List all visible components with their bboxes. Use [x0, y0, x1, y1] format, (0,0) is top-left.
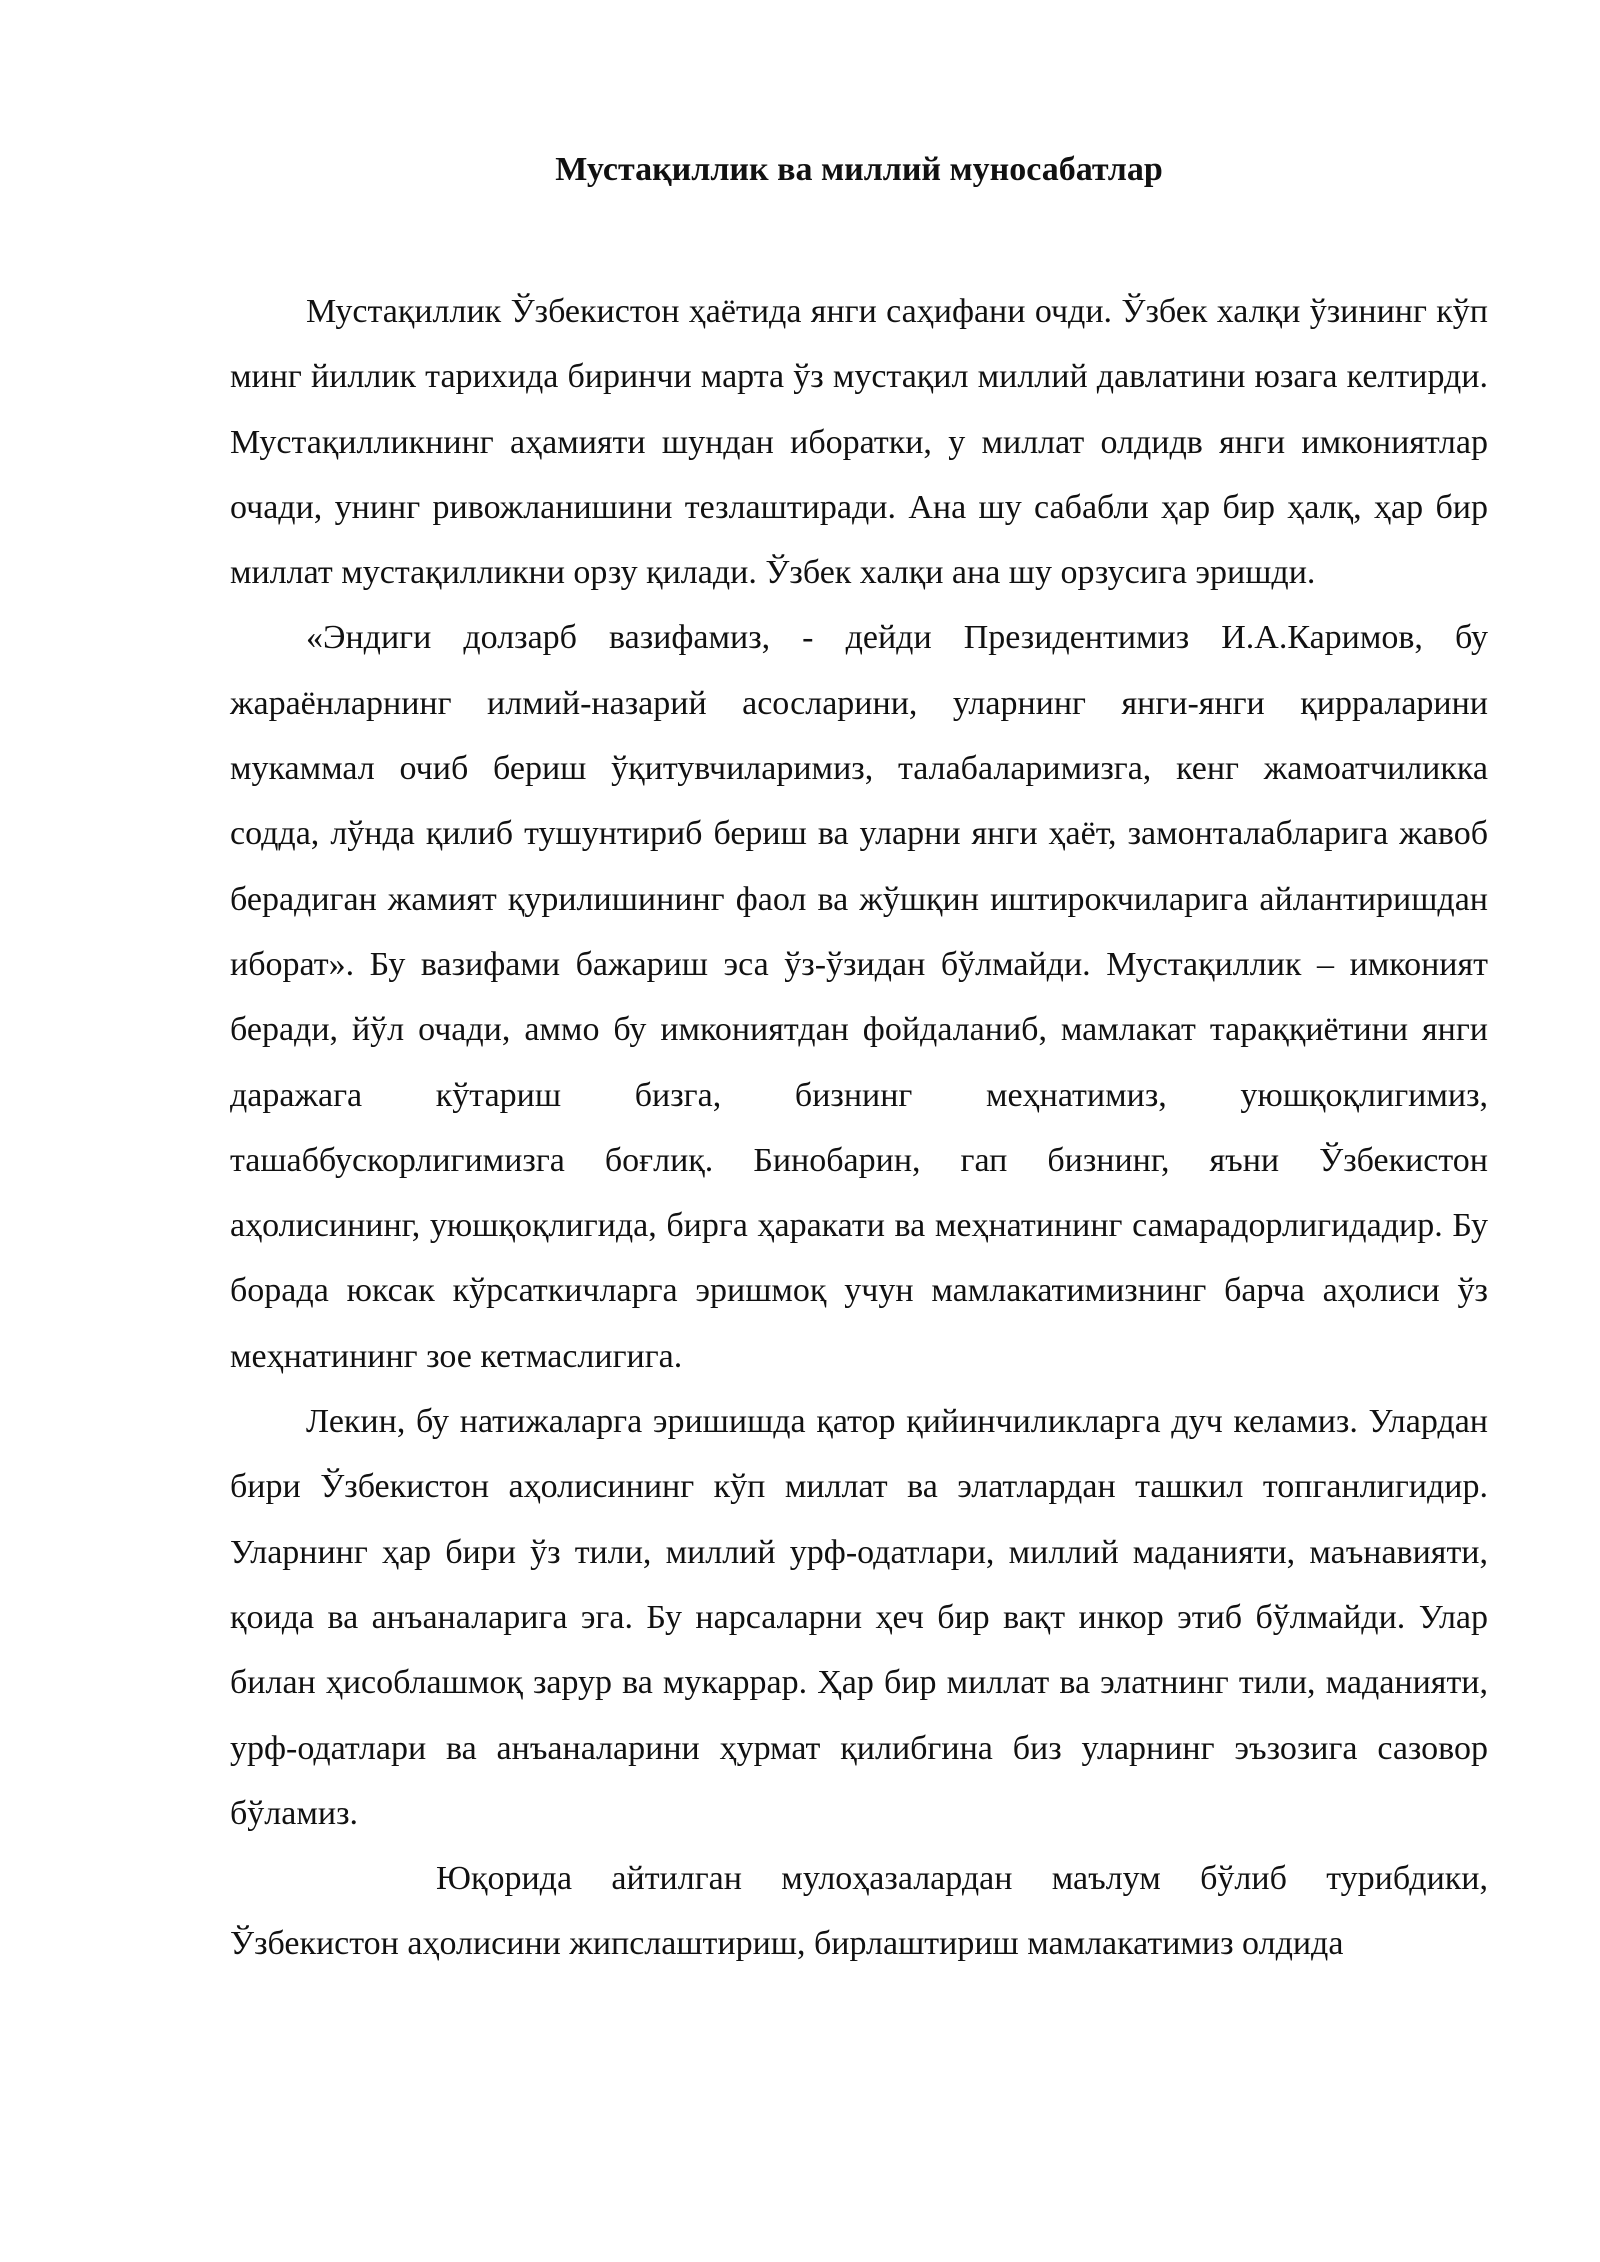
document-body	[230, 279, 1488, 1977]
paragraph-president-quote: «Эндиги долзарб вазифамиз, - дейди Президентимиз И.А.Каримов, бу жараёнларнинг илмий-назарий асосларини, уларнинг янги-янги қирраларини мукаммал очиб бериш ўқитувчиларимиз, талабаларимизга, кенг жамоатчиликка содда, лўнда қилиб тушунтириб бериш ва уларни янги ҳаёт, замонталабларига жавоб берадиган жамият қурилишининг фаол ва жўшқин иштирокчиларига айлантиришдан иборат». Бу вазифами бажариш эса ўз-ўзидан бўлмайди. Мустақиллик – имконият беради, йўл очади, аммо бу имкониятдан фойдаланиб, мамлакат тараққиётини янги даражага кўтариш бизга, бизнинг меҳнатимиз, уюшқоқлигимиз, ташаббускорлигимизга боғлиқ. Бинобарин, гап бизнинг, яъни Ўзбекистон аҳолисининг, уюшқоқлигида, бирга ҳаракати ва меҳнатининг самарадорлигидадир. Бу борада юксак кўрсаткичларга эришмоқ учун мамлакатимизнинг барча аҳолиси ўз меҳнатининг зое кетмаслигига.	[230, 619, 1488, 1375]
paragraph-difficulties: Лекин, бу натижаларга эришишда қатор қийинчиликларга дуч келамиз. Улардан бири Ўзбекистон аҳолисининг кўп миллат ва элатлардан ташкил топганлигидир. Уларнинг ҳар бири ўз тили, миллий урф-одатлари, миллий маданияти, маънавияти, қоида ва анъаналарига эга. Бу нарсаларни ҳеч бир вақт инкор этиб бўлмайди. Улар билан ҳисоблашмоқ зарур ва мукаррар. Ҳар бир миллат ва элатнинг тили, маданияти, урф-одатлари ва анъаналарини ҳурмат қилибгина биз уларнинг эъзозига сазовор бўламиз.	[230, 1403, 1488, 1832]
document-title: Мустақиллик ва миллий муносабатлар	[555, 151, 1163, 188]
paragraph-conclusion: Юқорида айтилган мулоҳазалардан маълум бўлиб турибдики, Ўзбекистон аҳолисини жипслаштириш, бирлаштириш мамлакатимиз олдида	[230, 1860, 1488, 1963]
paragraph-independence: Мустақиллик Ўзбекистон ҳаётида янги саҳифани очди. Ўзбек халқи ўзининг кўп минг йиллик тарихида биринчи марта ўз мустақил миллий давлатини юзага келтирди. Мустақилликнинг аҳамияти шундан иборатки, у миллат олдидв янги имкониятлар очади, унинг ривожланишини тезлаштиради. Ана шу сабабли ҳар бир ҳалқ, ҳар бир миллат мустақилликни орзу қилади. Ўзбек халқи ана шу орзусига эришди.	[230, 293, 1488, 592]
